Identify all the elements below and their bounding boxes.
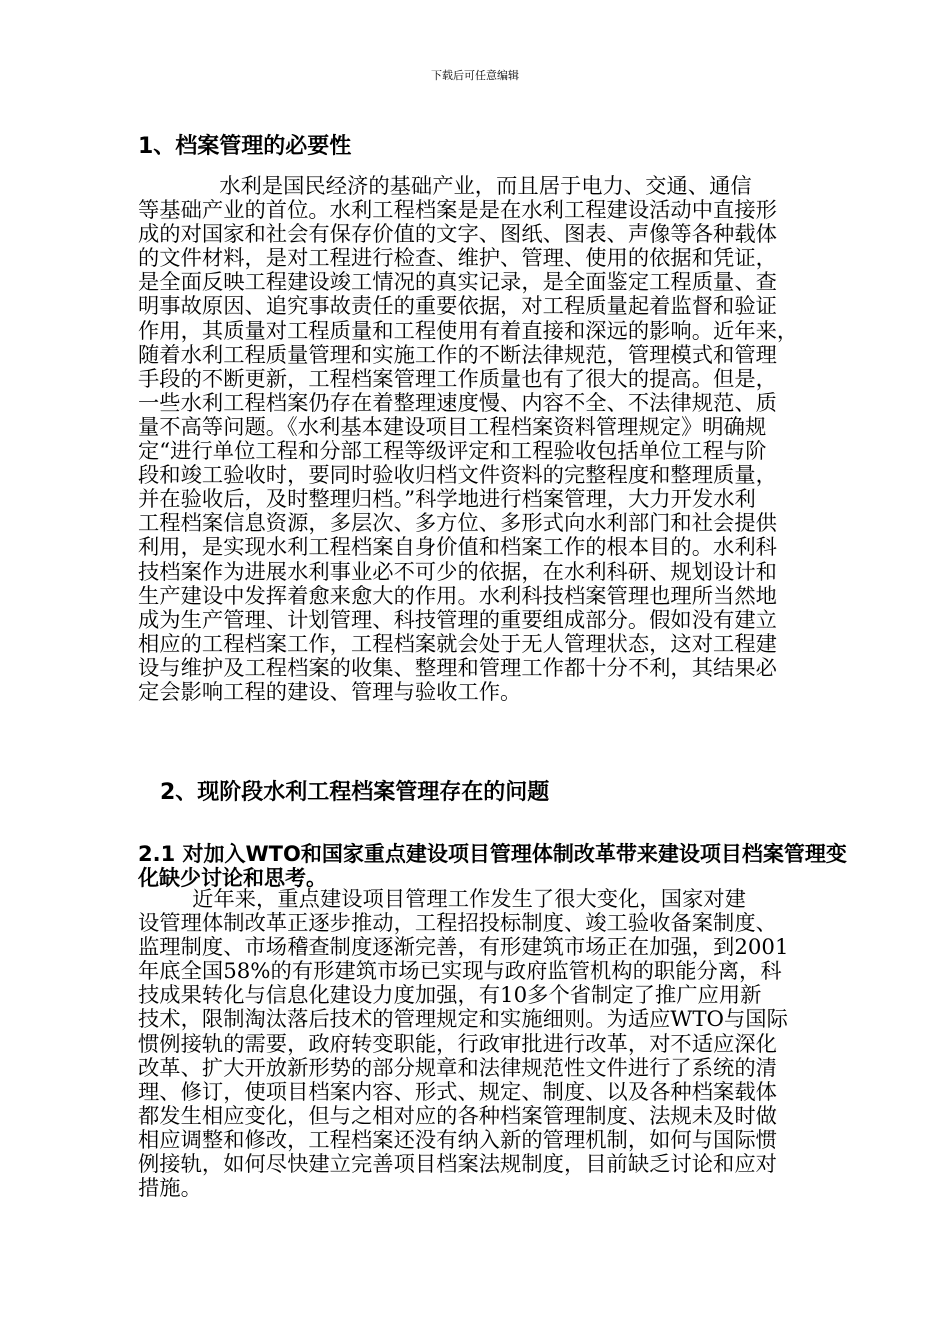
text-line: 水利是国民经济的基础产业，而且居于电力、交通、通信 — [138, 174, 752, 199]
text-line: 定会影响工程的建设、管理与验收工作。 — [138, 679, 522, 705]
text-line: 技成果转化与信息化建设力度加强，有10多个省制定了推广应用新 — [138, 983, 762, 1009]
text-line: 技术，限制淘汰落后技术的管理规定和实施细则。为适应WTO与国际 — [138, 1007, 788, 1033]
text-line: 相应调整和修改，工程档案还没有纳入新的管理机制，如何与国际惯 — [138, 1127, 777, 1153]
subsection-2-1-heading: 2.1 对加入WTO和国家重点建设项目管理体制改革带来建设项目档案管理变化缺少讨论和思考。 — [138, 842, 847, 890]
section-1-paragraph — [138, 175, 863, 705]
text-line: 相应的工程档案工作，工程档案就会处于无人管理状态，这对工程建 — [138, 631, 777, 657]
text-line: 惯例接轨的需要，政府转变职能，行政审批进行改革，对不适应深化 — [138, 1031, 777, 1057]
section-2-heading: 2、现阶段水利工程档案管理存在的问题 — [160, 780, 550, 805]
section-1-heading: 1、档案管理的必要性 — [138, 134, 352, 159]
text-line: 成为生产管理、计划管理、科技管理的重要组成部分。假如没有建立 — [138, 607, 777, 633]
text-line: 段和竣工验收时，要同时验收归档文件资料的完整程度和整理质量， — [138, 463, 777, 489]
subsection-2-1-paragraph — [138, 888, 863, 1201]
text-line: 一些水利工程档案仍存在着整理速度慢、内容不全、不法律规范、质 — [138, 390, 777, 416]
text-line: 作用，其质量对工程质量和工程使用有着直接和深远的影响。近年来， — [138, 318, 799, 344]
text-line: 随着水利工程质量管理和实施工作的不断法律规范，管理模式和管理 — [138, 342, 777, 368]
text-line: 定“进行单位工程和分部工程等级评定和工程验收包括单位工程与阶 — [138, 439, 767, 465]
text-line: 工程档案信息资源，多层次、多方位、多形式向水利部门和社会提供 — [138, 511, 777, 537]
text-line: 改革、扩大开放新形势的部分规章和法律规范性文件进行了系统的清 — [138, 1055, 777, 1081]
text-line: 近年来，重点建设项目管理工作发生了很大变化，国家对建 — [138, 887, 746, 912]
text-line: 例接轨，如何尽快建立完善项目档案法规制度，目前缺乏讨论和应对 — [138, 1152, 777, 1178]
text-line: 设与维护及工程档案的收集、整理和管理工作都十分不利，其结果必 — [138, 655, 777, 681]
text-line: 技档案作为进展水利事业必不可少的依据，在水利科研、规划设计和 — [138, 559, 777, 585]
text-line: 并在验收后，及时整理归档。”科学地进行档案管理，大力开发水利 — [138, 487, 756, 513]
text-line: 成的对国家和社会有保存价值的文字、图纸、图表、声像等各种载体 — [138, 222, 777, 248]
text-line: 的文件材料，是对工程进行检查、维护、管理、使用的依据和凭证， — [138, 246, 777, 272]
text-line: 监理制度、市场稽查制度逐渐完善，有形建筑市场正在加强，到2001 — [138, 935, 789, 961]
text-line: 利用，是实现水利工程档案自身价值和档案工作的根本目的。水利科 — [138, 535, 777, 561]
text-line: 生产建设中发挥着愈来愈大的作用。水利科技档案管理也理所当然地 — [138, 583, 777, 609]
text-line: 量不高等问题。《水利基本建设项目工程档案资料管理规定》明确规 — [138, 414, 767, 440]
text-line: 措施。 — [138, 1176, 202, 1202]
text-line: 理、修订，使项目档案内容、形式、规定、制度、以及各种档案载体 — [138, 1079, 777, 1105]
text-line: 是全面反映工程建设竣工情况的真实记录，是全面鉴定工程质量、查 — [138, 270, 777, 296]
text-line: 明事故原因、追究事故责任的重要依据，对工程质量起着监督和验证 — [138, 294, 777, 320]
page-header-note: 下载后可任意编辑 — [431, 69, 519, 82]
text-line: 设管理体制改革正逐步推动，工程招投标制度、竣工验收备案制度、 — [138, 911, 777, 937]
text-line: 都发生相应变化，但与之相对应的各种档案管理制度、法规未及时做 — [138, 1103, 777, 1129]
text-line: 年底全国58%的有形建筑市场已实现与政府监管机构的职能分离，科 — [138, 959, 782, 985]
text-line: 等基础产业的首位。水利工程档案是是在水利工程建设活动中直接形 — [138, 198, 777, 224]
text-line: 手段的不断更新，工程档案管理工作质量也有了很大的提高。但是， — [138, 366, 777, 392]
